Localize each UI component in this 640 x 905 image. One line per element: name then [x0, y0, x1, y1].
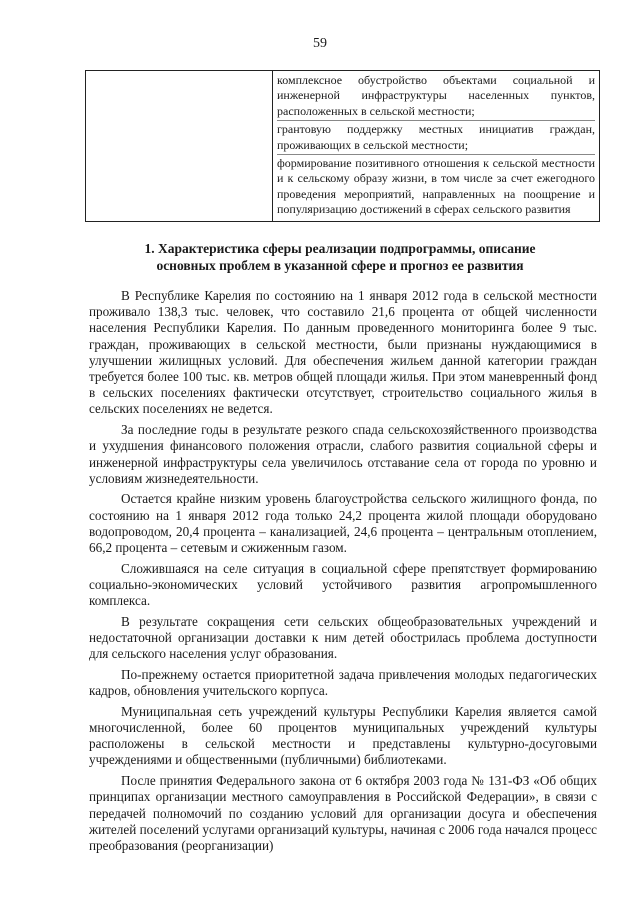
paragraph: После принятия Федерального закона от 6 октября 2003 года № 131-ФЗ «Об общих принципах организации местного самоуправления в Российской Федерации», в связи с передачей полномочий по созданию условий для организации досуга и обеспечения жителей поселений услугами организаций культуры, начиная с 2006 года начался процесс преобразования (реорганизации) [89, 773, 597, 853]
table-cell-right [273, 71, 600, 222]
page-number: 59 [313, 36, 327, 51]
paragraph: Остается крайне низким уровень благоустройства сельского жилищного фонда, по состоянию на 1 января 2012 года только 24,2 процента жилой площади оборудовано водопроводом, 20,4 процента – канализацией, 24,6 процента – центральным отоплением, 66,2 процента – сетевым и сжиженным газом. [89, 491, 597, 556]
paragraph: В результате сокращения сети сельских общеобразовательных учреждений и недостаточной организации доставки к ним детей обострилась проблема доступности для сельского населения услуг образования. [89, 613, 597, 662]
continuation-table [85, 70, 600, 222]
paragraph: В Республике Карелия по состоянию на 1 января 2012 года в сельской местности проживало 138,3 тыс. человек, что составило 21,6 процента от общей численности населения Республики Карелия. По данным проведенного мониторинга более 9 тыс. граждан, проживающих в сельской местности, были признаны нуждающимися в улучшении жилищных условий. Для обеспечения жильем данной категории граждан требуется более 100 тыс. кв. метров общей площади жилья. При этом маневренный фонд в сельских поселениях фактически отсутствует, строительство социального жилья в сельских поселениях не ведется. [89, 288, 597, 417]
table-row [86, 71, 600, 222]
body-text [89, 288, 597, 859]
table-cell-item: формирование позитивного отношения к сельской местности и к сельскому образу жизни, в том числе за счет ежегодного проведения мероприятий, направленных на поощрение и популяризацию достижений в сферах сельского развития [277, 156, 595, 217]
table-cell-item: комплексное обустройство объектами социальной и инженерной инфраструктуры населенных пунктов, расположенных в сельской местности; [277, 73, 595, 121]
table-cell-left [86, 71, 273, 222]
section-heading: 1. Характеристика сферы реализации подпрограммы, описание основных проблем в указанной сфере и прогноз ее развития [144, 241, 536, 273]
paragraph: Сложившаяся на селе ситуация в социальной сфере препятствует формированию социально-экономических условий устойчивого развития агропромышленного комплекса. [89, 560, 597, 609]
table-cell-item: грантовую поддержку местных инициатив граждан, проживающих в сельской местности; [277, 122, 595, 155]
paragraph: За последние годы в результате резкого спада сельскохозяйственного производства и ухудшения финансового положения отрасли, слабого развития социальной сферы и инженерной инфраструктуры села увеличилось отставание села от города по уровню и условиям жизнедеятельности. [89, 422, 597, 486]
paragraph: Муниципальная сеть учреждений культуры Республики Карелия является самой многочисленной, более 60 процентов муниципальных учреждений культуры расположены в сельской местности и представлены культурно-досуговыми учреждениями и общественными (публичными) библиотеками. [89, 703, 597, 768]
paragraph: По-прежнему остается приоритетной задача привлечения молодых педагогических кадров, обновления учительского корпуса. [89, 666, 597, 699]
